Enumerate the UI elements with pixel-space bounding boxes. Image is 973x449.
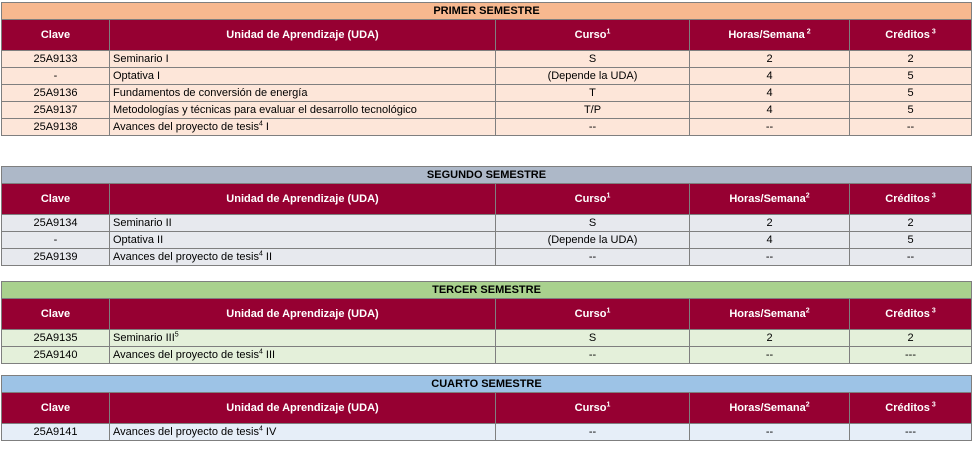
cell-uda <box>110 232 496 249</box>
cell-creditos: --- <box>850 424 972 441</box>
cell-horas: 4 <box>690 68 850 85</box>
cell-creditos: -- <box>850 249 972 266</box>
header-creditos <box>850 184 972 215</box>
cell-horas: -- <box>690 249 850 266</box>
cell-uda <box>110 51 496 68</box>
column-header-row <box>2 184 972 215</box>
table-row <box>2 68 972 85</box>
cell-horas: 4 <box>690 85 850 102</box>
header-horas-footnote: 2 <box>805 401 810 409</box>
cell-uda <box>110 102 496 119</box>
header-curso <box>496 20 690 51</box>
cell-horas: 4 <box>690 232 850 249</box>
cell-curso: T <box>496 85 690 102</box>
header-uda: Unidad de Aprendizaje (UDA) <box>110 299 496 330</box>
cell-clave: - <box>2 68 110 85</box>
cell-uda-footnote: 4 <box>258 250 263 258</box>
cell-creditos: --- <box>850 347 972 364</box>
cell-uda-name: Metodologías y técnicas para evaluar el desarrollo tecnológico <box>113 104 417 116</box>
cell-horas: -- <box>690 119 850 136</box>
cell-uda <box>110 424 496 441</box>
cell-curso: S <box>496 51 690 68</box>
header-horas <box>690 184 850 215</box>
table-row <box>2 347 972 364</box>
header-uda: Unidad de Aprendizaje (UDA) <box>110 20 496 51</box>
header-horas-label: Horas/Semana <box>729 308 806 320</box>
cell-clave: 25A9138 <box>2 119 110 136</box>
semester-section <box>1 375 971 441</box>
header-horas-label: Horas/Semana <box>728 29 805 41</box>
table-row <box>2 102 972 119</box>
cell-uda-suffix: III <box>262 349 276 361</box>
header-creditos-footnote: 3 <box>929 28 936 36</box>
cell-clave: 25A9139 <box>2 249 110 266</box>
column-header-row <box>2 393 972 424</box>
header-horas-footnote: 2 <box>805 307 810 315</box>
cell-clave: 25A9140 <box>2 347 110 364</box>
cell-clave: 25A9137 <box>2 102 110 119</box>
cell-creditos: 2 <box>850 51 972 68</box>
header-clave: Clave <box>2 20 110 51</box>
cell-uda-name: Seminario II <box>113 217 172 229</box>
header-creditos <box>850 393 972 424</box>
header-curso <box>496 184 690 215</box>
semester-table <box>1 281 972 364</box>
header-creditos <box>850 299 972 330</box>
cell-creditos: 2 <box>850 330 972 347</box>
cell-curso: T/P <box>496 102 690 119</box>
cell-creditos: 5 <box>850 85 972 102</box>
header-horas-label: Horas/Semana <box>729 193 806 205</box>
cell-uda-name: Avances del proyecto de tesis <box>113 349 259 361</box>
cell-clave: 25A9134 <box>2 215 110 232</box>
cell-uda <box>110 347 496 364</box>
header-clave: Clave <box>2 299 110 330</box>
semester-section <box>1 166 971 266</box>
semester-table <box>1 375 972 441</box>
cell-uda-name: Avances del proyecto de tesis <box>113 251 259 263</box>
column-header-row <box>2 20 972 51</box>
header-horas <box>690 393 850 424</box>
cell-horas: -- <box>690 347 850 364</box>
cell-horas: 4 <box>690 102 850 119</box>
cell-curso: -- <box>496 119 690 136</box>
header-uda: Unidad de Aprendizaje (UDA) <box>110 184 496 215</box>
semester-title: TERCER SEMESTRE <box>2 282 972 299</box>
cell-creditos: 2 <box>850 215 972 232</box>
column-header-row <box>2 299 972 330</box>
cell-uda-name: Seminario I <box>113 53 169 65</box>
header-creditos-footnote: 3 <box>929 401 936 409</box>
header-curso <box>496 299 690 330</box>
cell-uda <box>110 249 496 266</box>
cell-uda-name: Seminario III <box>113 332 175 344</box>
cell-curso: (Depende la UDA) <box>496 232 690 249</box>
cell-creditos: 5 <box>850 68 972 85</box>
header-clave: Clave <box>2 184 110 215</box>
cell-curso: S <box>496 330 690 347</box>
cell-uda <box>110 330 496 347</box>
table-row <box>2 85 972 102</box>
semester-title: PRIMER SEMESTRE <box>2 3 972 20</box>
header-curso-label: Curso <box>574 29 607 41</box>
cell-uda-suffix: IV <box>262 426 277 438</box>
semester-title-row <box>2 3 972 20</box>
cell-uda <box>110 85 496 102</box>
cell-clave: 25A9135 <box>2 330 110 347</box>
header-curso <box>496 393 690 424</box>
header-curso-label: Curso <box>574 308 607 320</box>
cell-uda-name: Optativa I <box>113 70 161 82</box>
cell-uda-footnote: 4 <box>258 120 263 128</box>
cell-uda-footnote: 4 <box>258 348 263 356</box>
cell-uda-suffix: I <box>262 121 269 133</box>
cell-uda <box>110 68 496 85</box>
header-creditos <box>850 20 972 51</box>
semester-section <box>1 2 971 136</box>
cell-uda-name: Avances del proyecto de tesis <box>113 426 259 438</box>
header-creditos-footnote: 3 <box>929 307 936 315</box>
cell-creditos: -- <box>850 119 972 136</box>
table-row <box>2 232 972 249</box>
header-curso-label: Curso <box>574 402 607 414</box>
table-row <box>2 119 972 136</box>
cell-curso: S <box>496 215 690 232</box>
header-curso-footnote: 1 <box>606 401 611 409</box>
header-creditos-label: Créditos <box>885 29 930 41</box>
cell-uda-name: Optativa II <box>113 234 164 246</box>
semester-title-row <box>2 376 972 393</box>
header-creditos-label: Créditos <box>885 402 930 414</box>
header-curso-footnote: 1 <box>606 192 611 200</box>
cell-curso: -- <box>496 424 690 441</box>
cell-horas: 2 <box>690 330 850 347</box>
cell-uda-footnote: 5 <box>174 331 179 339</box>
cell-uda-suffix: II <box>262 251 273 263</box>
cell-uda <box>110 119 496 136</box>
header-uda: Unidad de Aprendizaje (UDA) <box>110 393 496 424</box>
cell-creditos: 5 <box>850 102 972 119</box>
header-clave: Clave <box>2 393 110 424</box>
header-horas-footnote: 2 <box>805 192 810 200</box>
cell-uda-name: Avances del proyecto de tesis <box>113 121 259 133</box>
semester-table <box>1 2 972 136</box>
cell-curso: -- <box>496 249 690 266</box>
table-row <box>2 215 972 232</box>
header-horas-footnote: 2 <box>804 28 811 36</box>
header-curso-label: Curso <box>574 193 607 205</box>
table-row <box>2 424 972 441</box>
header-horas-label: Horas/Semana <box>729 402 806 414</box>
table-row <box>2 249 972 266</box>
cell-uda <box>110 215 496 232</box>
header-curso-footnote: 1 <box>606 28 611 36</box>
cell-clave: - <box>2 232 110 249</box>
header-creditos-footnote: 3 <box>929 192 936 200</box>
cell-uda-footnote: 4 <box>258 425 263 433</box>
cell-horas: 2 <box>690 215 850 232</box>
header-curso-footnote: 1 <box>606 307 611 315</box>
header-horas <box>690 299 850 330</box>
cell-horas: -- <box>690 424 850 441</box>
header-creditos-label: Créditos <box>885 308 930 320</box>
semester-title-row <box>2 167 972 184</box>
semester-title: SEGUNDO SEMESTRE <box>2 167 972 184</box>
cell-horas: 2 <box>690 51 850 68</box>
table-row <box>2 330 972 347</box>
semester-title-row <box>2 282 972 299</box>
cell-curso: -- <box>496 347 690 364</box>
cell-curso: (Depende la UDA) <box>496 68 690 85</box>
header-creditos-label: Créditos <box>885 193 930 205</box>
header-horas <box>690 20 850 51</box>
cell-uda-name: Fundamentos de conversión de energía <box>113 87 308 99</box>
cell-creditos: 5 <box>850 232 972 249</box>
semester-table <box>1 166 972 266</box>
cell-clave: 25A9136 <box>2 85 110 102</box>
cell-clave: 25A9141 <box>2 424 110 441</box>
semester-title: CUARTO SEMESTRE <box>2 376 972 393</box>
cell-clave: 25A9133 <box>2 51 110 68</box>
table-row <box>2 51 972 68</box>
semester-section <box>1 281 971 364</box>
